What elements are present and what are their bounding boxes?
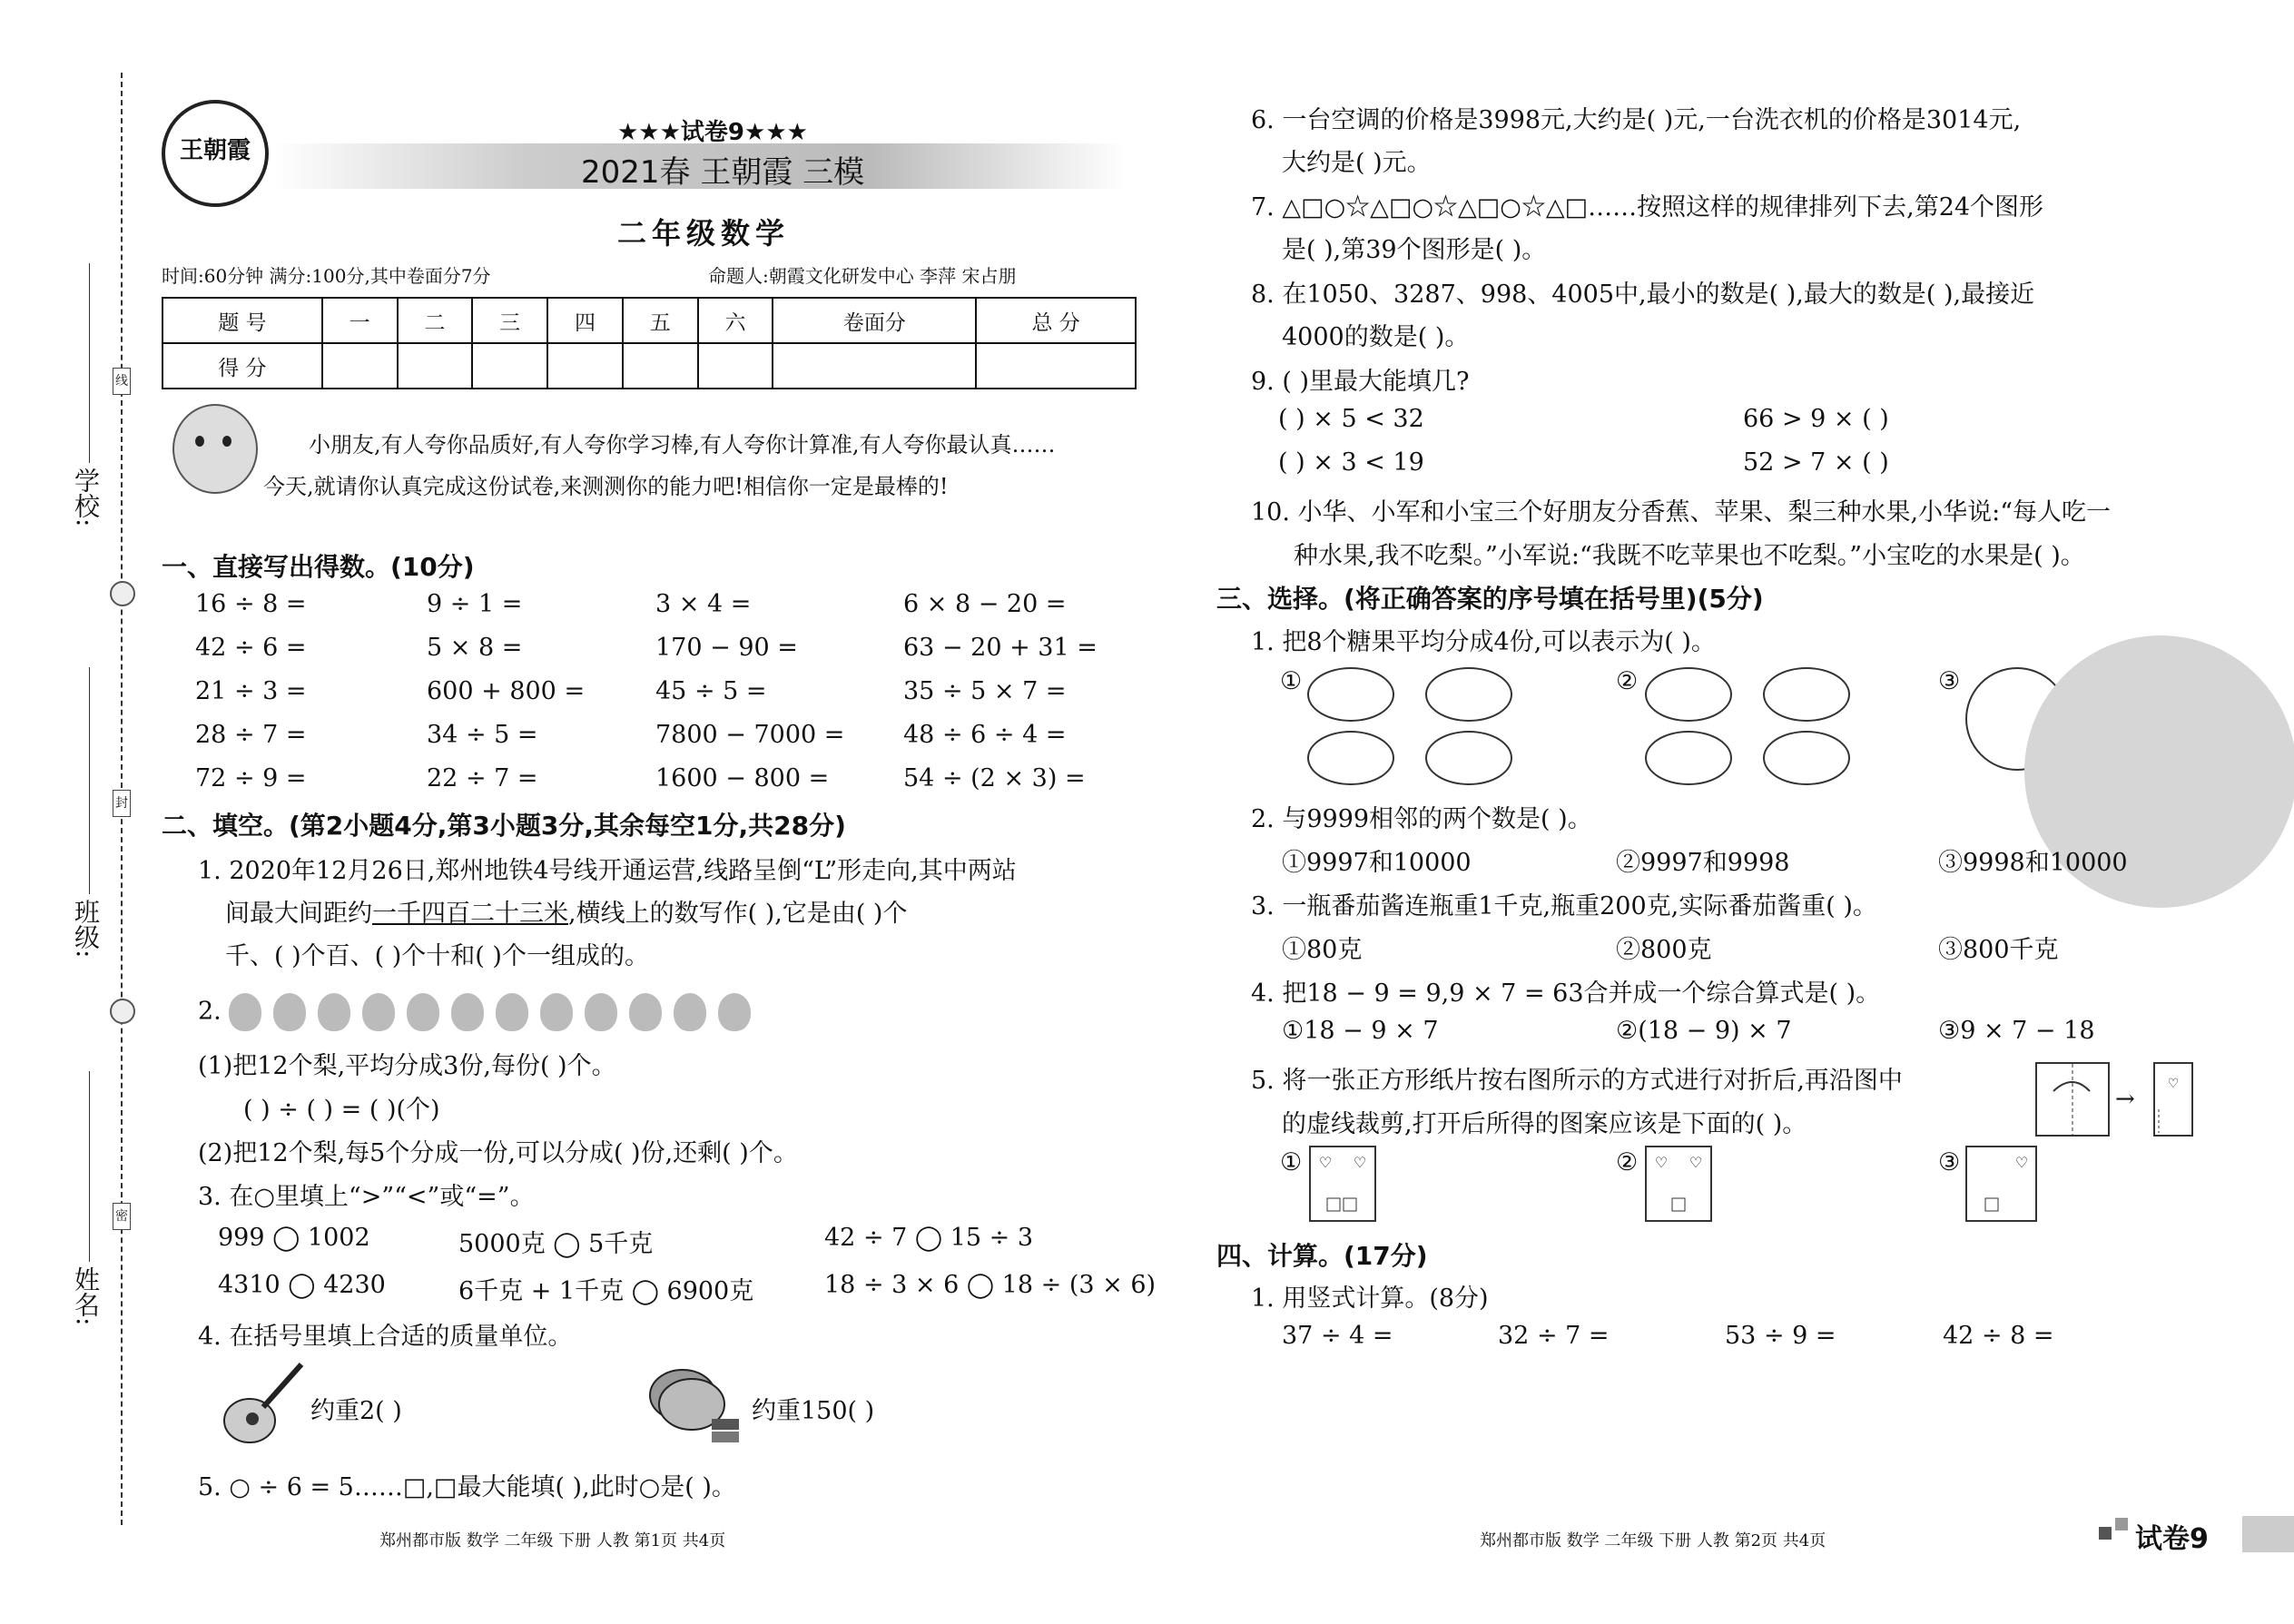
q9-item: ( ) × 3 < 19 xyxy=(1278,448,1424,477)
score-cell: 得 分 xyxy=(162,343,322,389)
oral-item: 45 ÷ 5 = xyxy=(655,677,767,705)
pear-icon xyxy=(318,993,350,1031)
tag-bar xyxy=(2242,1516,2294,1552)
folded-paper-icon xyxy=(2153,1062,2193,1137)
candy-plate-icon xyxy=(1645,731,1732,785)
pear-icon xyxy=(229,993,261,1031)
q3-compare: 6千克 + 1千克 ◯ 6900克 xyxy=(458,1277,754,1305)
binding-hole xyxy=(110,581,135,606)
choice-4-option: ②(18 − 9) × 7 xyxy=(1616,1017,1792,1045)
choice-3-option: ③800千克 xyxy=(1938,936,2059,964)
svg-text:♡: ♡ xyxy=(1318,1154,1333,1171)
mascot-eye-icon xyxy=(195,436,204,447)
oral-item: 5 × 8 = xyxy=(427,634,523,662)
page-tag: 试卷9 xyxy=(2135,1523,2209,1555)
section-3-title: 三、选择。(将正确答案的序号填在括号里)(5分) xyxy=(1216,584,1764,614)
svg-text:♡: ♡ xyxy=(2167,1077,2180,1091)
q1-line-2-text: 间最大间距约 xyxy=(225,900,372,928)
choice-4-option: ①18 − 9 × 7 xyxy=(1282,1017,1439,1045)
section-1-title: 一、直接写出得数。(10分) xyxy=(162,552,475,582)
q3-compare: 5000克 ◯ 5千克 xyxy=(458,1230,654,1258)
exam-info: 时间:60分钟 满分:100分,其中卷面分7分 xyxy=(162,265,491,287)
candy-plate-icon xyxy=(1425,667,1512,722)
oral-item: 6 × 8 − 20 = xyxy=(903,590,1067,618)
oral-item: 42 ÷ 6 = xyxy=(195,634,307,662)
pear-icon xyxy=(540,993,573,1031)
score-cell: 题 号 xyxy=(162,298,322,343)
svg-text:♡: ♡ xyxy=(1353,1154,1367,1171)
oral-item: 600 + 800 = xyxy=(427,677,586,705)
oral-item: 1600 − 800 = xyxy=(655,764,830,792)
section-2-title: 二、填空。(第2小题4分,第3小题3分,其余每空1分,共28分) xyxy=(162,811,846,841)
pear-icon xyxy=(674,993,706,1031)
q2-part-2: (2)把12个梨,每5个分成一份,可以分成( )份,还剩( )个。 xyxy=(198,1139,798,1167)
q4-prompt: 4. 在括号里填上合适的质量单位。 xyxy=(198,1323,573,1351)
score-input[interactable] xyxy=(398,343,473,389)
footer-right: 郑州都市版 数学 二年级 下册 人教 第2页 共4页 xyxy=(1480,1531,1826,1550)
q3-compare: 42 ÷ 7 ◯ 15 ÷ 3 xyxy=(824,1224,1034,1252)
cutout-figure-icon xyxy=(1309,1146,1376,1222)
q6-line-1: 6. 一台空调的价格是3998元,大约是( )元,一台洗衣机的价格是3014元, xyxy=(1251,106,2022,134)
choice-5-option-2: ② xyxy=(1616,1148,1639,1176)
paddle-icon xyxy=(646,1366,746,1448)
score-cell: 一 xyxy=(322,298,398,343)
choice-2-option: ③9998和10000 xyxy=(1938,849,2128,877)
pear-icon xyxy=(362,993,395,1031)
choice-2-prompt: 2. 与9999相邻的两个数是( )。 xyxy=(1251,805,1592,833)
series-title: 2021春 王朝霞 三模 xyxy=(581,154,865,191)
oral-item: 9 ÷ 1 = xyxy=(427,590,523,618)
class-label: 班级: xyxy=(71,899,101,959)
choice-4-prompt: 4. 把18 − 9 = 9,9 × 7 = 63合并成一个综合算式是( )。 xyxy=(1251,979,1881,1008)
q3-compare: 999 ◯ 1002 xyxy=(218,1224,370,1252)
q1-line-3: 千、( )个百、( )个十和( )个一组成的。 xyxy=(225,942,649,970)
pear-icon xyxy=(273,993,306,1031)
choice-5-option-3: ③ xyxy=(1938,1148,1961,1176)
q8-line-1: 8. 在1050、3287、998、4005中,最小的数是( ),最大的数是( ),最接近 xyxy=(1251,281,2035,309)
vertical-calc-item: 53 ÷ 9 = xyxy=(1725,1322,1836,1350)
mascot-icon xyxy=(172,404,258,494)
score-cell: 卷面分 xyxy=(773,298,976,343)
binding-mark-dense: 密 xyxy=(113,1203,131,1230)
candy-plate-icon xyxy=(1425,731,1512,785)
q8-line-2: 4000的数是( )。 xyxy=(1282,323,1470,351)
binding-mark-line: 线 xyxy=(113,368,131,395)
candy-plate-icon xyxy=(1307,731,1394,785)
mascot-eye-icon xyxy=(222,436,231,447)
oral-item: 16 ÷ 8 = xyxy=(195,590,307,618)
choice-5-line-2: 的虚线裁剪,打开后所得的图案应该是下面的( )。 xyxy=(1282,1110,1807,1138)
cutout-figure-icon xyxy=(1645,1146,1712,1222)
page-title: 二年级数学 xyxy=(617,216,791,251)
pear-icon xyxy=(407,993,439,1031)
svg-text:♡: ♡ xyxy=(2014,1154,2029,1171)
vertical-calc-item: 42 ÷ 8 = xyxy=(1943,1322,2054,1350)
exam-authors: 命题人:朝霞文化研发中心 李萍 宋占朋 xyxy=(708,265,1017,287)
q1-line-2-text: ,横线上的数写作( ),它是由( )个 xyxy=(568,900,908,928)
oral-item: 54 ÷ (2 × 3) = xyxy=(903,764,1086,792)
q3-prompt: 3. 在○里填上“>”“<”或“=”。 xyxy=(198,1183,535,1211)
score-cell: 五 xyxy=(623,298,698,343)
choice-5-line-1: 5. 将一张正方形纸片按右图所示的方式进行对折后,再沿图中 xyxy=(1251,1067,1903,1095)
q10-line-1: 10. 小华、小军和小宝三个好朋友分香蕉、苹果、梨三种水果,小华说:“每人吃一 xyxy=(1251,498,2112,527)
cutout-figure-icon xyxy=(1965,1146,2037,1222)
pear-icon xyxy=(496,993,528,1031)
binding-mark-seal: 封 xyxy=(113,790,131,817)
score-cell: 三 xyxy=(472,298,547,343)
vertical-calc-item: 32 ÷ 7 = xyxy=(1498,1322,1610,1350)
q3-compare: 4310 ◯ 4230 xyxy=(218,1271,386,1299)
choice-3-option: ②800克 xyxy=(1616,936,1712,964)
intro-line-1: 小朋友,有人夸你品质好,有人夸你学习棒,有人夸你计算准,有人夸你最认真…… xyxy=(309,432,1056,458)
score-input[interactable] xyxy=(698,343,773,389)
intro-line-2: 今天,就请你认真完成这份试卷,来测测你的能力吧!相信你一定是最棒的! xyxy=(263,474,949,499)
arrow-right-icon: → xyxy=(2115,1086,2135,1113)
candy-plate-icon xyxy=(1763,667,1850,722)
pear-icon xyxy=(718,993,751,1031)
oral-item: 63 − 20 + 31 = xyxy=(903,634,1098,662)
section-4-title: 四、计算。(17分) xyxy=(1216,1241,1428,1271)
score-input[interactable] xyxy=(547,343,623,389)
choice-4-option: ③9 × 7 − 18 xyxy=(1938,1017,2095,1045)
q9-prompt: 9. ( )里最大能填几? xyxy=(1251,368,1470,396)
binding-hole xyxy=(110,999,135,1024)
q1-line-2 xyxy=(225,893,907,929)
score-table-header-row xyxy=(162,298,1136,343)
oral-item: 35 ÷ 5 × 7 = xyxy=(903,677,1067,705)
oral-item: 28 ÷ 7 = xyxy=(195,721,307,749)
score-input[interactable] xyxy=(773,343,976,389)
score-input[interactable] xyxy=(623,343,698,389)
q4-guitar-text: 约重2( ) xyxy=(310,1397,402,1425)
q7-line-2: 是( ),第39个图形是( )。 xyxy=(1282,236,1547,264)
pear-icon xyxy=(585,993,617,1031)
score-cell: 二 xyxy=(398,298,473,343)
score-cell: 四 xyxy=(547,298,623,343)
choice-3-option: ①80克 xyxy=(1282,936,1363,964)
oral-item: 72 ÷ 9 = xyxy=(195,764,307,792)
fold-square-icon xyxy=(2035,1062,2110,1137)
vertical-calc-item: 37 ÷ 4 = xyxy=(1282,1322,1393,1350)
oral-item: 34 ÷ 5 = xyxy=(427,721,538,749)
q9-item: 66 > 9 × ( ) xyxy=(1743,405,1889,433)
choice-1-option-2: ② xyxy=(1616,667,1639,695)
q2-pears xyxy=(198,993,763,1031)
logo-seal: 王朝霞 xyxy=(162,100,269,207)
name-line[interactable] xyxy=(89,1071,90,1262)
section-4-q1: 1. 用竖式计算。(8分) xyxy=(1251,1284,1489,1313)
score-input[interactable] xyxy=(322,343,398,389)
svg-text:♡: ♡ xyxy=(1654,1154,1669,1171)
tag-square-icon xyxy=(2099,1527,2112,1540)
score-input[interactable] xyxy=(472,343,547,389)
oral-item: 22 ÷ 7 = xyxy=(427,764,538,792)
school-line[interactable] xyxy=(89,263,90,463)
school-label: 学校: xyxy=(71,468,101,527)
score-table xyxy=(162,297,1137,389)
q3-compare: 18 ÷ 3 × 6 ◯ 18 ÷ (3 × 6) xyxy=(824,1271,1157,1299)
choice-1-option-3: ③ xyxy=(1938,667,1961,695)
oral-item: 21 ÷ 3 = xyxy=(195,677,307,705)
q2-label: 2. xyxy=(198,997,222,1026)
badge: ★★★试卷9★★★ xyxy=(617,119,808,146)
pear-icon xyxy=(629,993,662,1031)
choice-3-prompt: 3. 一瓶番茄酱连瓶重1千克,瓶重200克,实际番茄酱重( )。 xyxy=(1251,892,1877,920)
oral-item: 3 × 4 = xyxy=(655,590,752,618)
q5-prompt: 5. ○ ÷ 6 = 5……□,□最大能填( ),此时○是( )。 xyxy=(198,1473,736,1501)
choice-1-prompt: 1. 把8个糖果平均分成4份,可以表示为( )。 xyxy=(1251,628,1716,656)
q7-line-1: 7. △□○☆△□○☆△□○☆△□……按照这样的规律排列下去,第24个图形 xyxy=(1251,193,2044,221)
q1-line-1: 1. 2020年12月26日,郑州地铁4号线开通运营,线路呈倒“L”形走向,其中两站 xyxy=(198,857,1017,885)
score-table-score-row xyxy=(162,343,1136,389)
score-input[interactable] xyxy=(976,343,1136,389)
svg-text:♡: ♡ xyxy=(1689,1154,1703,1171)
choice-5-option-1: ① xyxy=(1280,1148,1303,1176)
choice-1-option-1: ① xyxy=(1280,667,1303,695)
q9-item: ( ) × 5 < 32 xyxy=(1278,405,1424,433)
q9-item: 52 > 7 × ( ) xyxy=(1743,448,1889,477)
candy-plate-icon xyxy=(1645,667,1732,722)
q10-line-2: 种水果,我不吃梨。”小军说:“我既不吃苹果也不吃梨。”小宝吃的水果是( )。 xyxy=(1294,542,2085,570)
oral-item: 7800 − 7000 = xyxy=(655,721,845,749)
pear-icon xyxy=(451,993,484,1031)
q4-paddle-text: 约重150( ) xyxy=(752,1397,875,1425)
name-label: 姓名: xyxy=(71,1266,101,1326)
oral-item: 170 − 90 = xyxy=(655,634,798,662)
tag-square-icon xyxy=(2115,1518,2128,1530)
q1-underlined-number: 一千四百二十三米 xyxy=(372,900,568,928)
footer-left: 郑州都市版 数学 二年级 下册 人教 第1页 共4页 xyxy=(379,1531,726,1550)
choice-2-option: ②9997和9998 xyxy=(1616,849,1790,877)
oral-item: 48 ÷ 6 ÷ 4 = xyxy=(903,721,1067,749)
score-cell: 六 xyxy=(698,298,773,343)
candy-plate-icon xyxy=(1763,731,1850,785)
guitar-icon xyxy=(218,1357,309,1448)
q2-part-1-equation: ( ) ÷ ( ) = ( )(个) xyxy=(243,1096,440,1124)
class-line[interactable] xyxy=(89,667,90,894)
q6-line-2: 大约是( )元。 xyxy=(1282,149,1432,177)
candy-plate-icon xyxy=(1307,667,1394,722)
q2-part-1: (1)把12个梨,平均分成3份,每份( )个。 xyxy=(198,1052,616,1080)
choice-2-option: ①9997和10000 xyxy=(1282,849,1472,877)
score-cell: 总 分 xyxy=(976,298,1136,343)
